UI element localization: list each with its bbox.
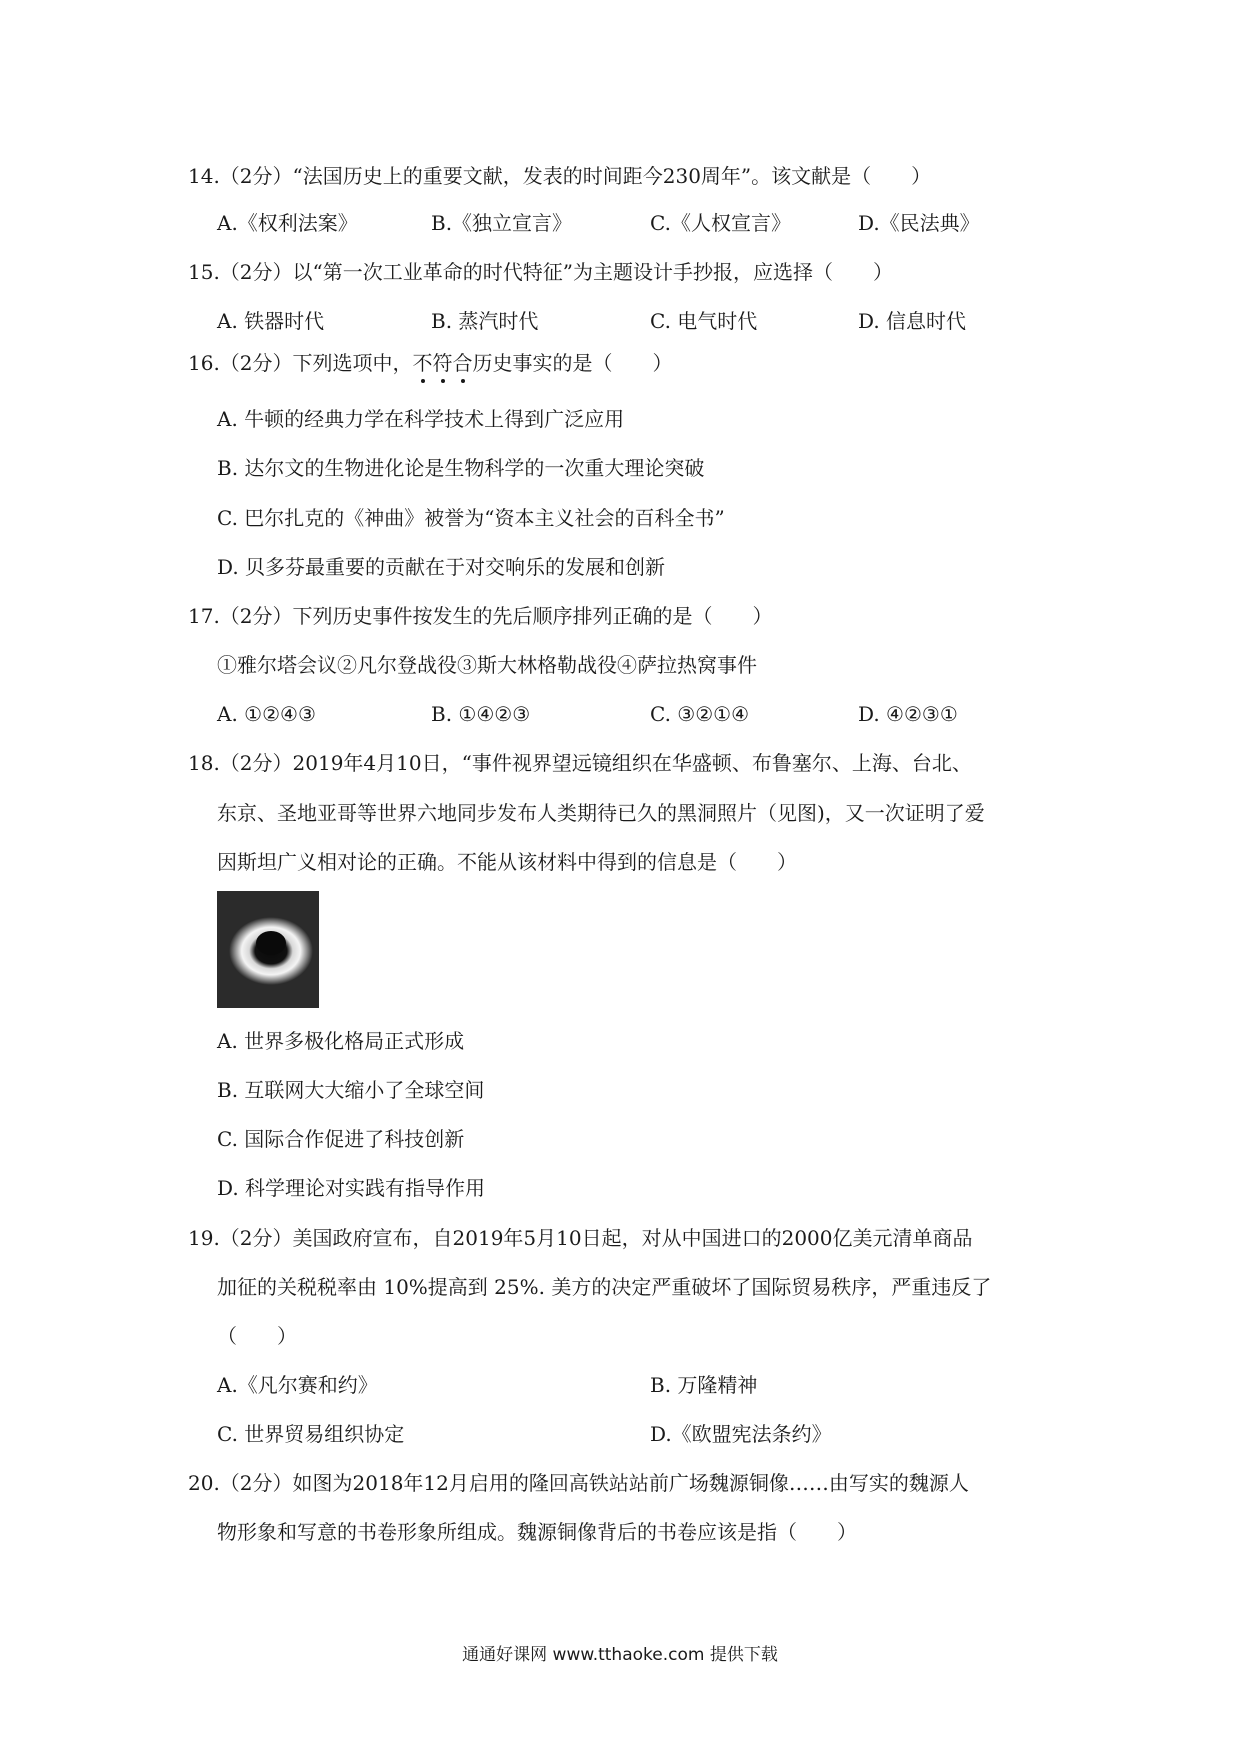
q16-option-a: A. 牛顿的经典力学在科学技术上得到广泛应用 [217,407,625,431]
q14-option-b: B.《独立宣言》 [431,211,573,235]
black-hole-image [217,891,319,1008]
q18-option-b: B. 互联网大大缩小了全球空间 [217,1078,485,1102]
q19-option-a: A.《凡尔赛和约》 [217,1373,378,1397]
question-18-stem-line-1: 18.（2分）2019年4月10日，“事件视界望远镜组织在华盛顿、布鲁塞尔、上海、台北、 [188,751,972,775]
q17-option-a: A. ①②④③ [217,702,316,726]
q16-option-d: D. 贝多芬最重要的贡献在于对交响乐的发展和创新 [217,555,666,579]
question-19-stem-line-2: 加征的关税税率由 10%提高到 25%. 美方的决定严重破坏了国际贸易秩序，严重违反了 [217,1275,992,1299]
question-18-stem-line-2: 东京、圣地亚哥等世界六地同步发布人类期待已久的黑洞照片（见图)，又一次证明了爱 [217,801,985,825]
q19-option-b: B. 万隆精神 [650,1373,758,1397]
q18-option-d: D. 科学理论对实践有指导作用 [217,1176,486,1200]
q16-stem-prefix: 16.（2分）下列选项中， [188,351,413,375]
question-19-stem-line-1: 19.（2分）美国政府宣布，自2019年5月10日起，对从中国进口的2000亿美元清单商品 [188,1226,973,1250]
page-footer: 通通好课网 www.tthaoke.com 提供下载 [462,1645,778,1665]
question-18-stem-line-3: 因斯坦广义相对论的正确。不能从该材料中得到的信息是（ ） [217,850,797,874]
question-19-stem-line-3: （ ） [217,1324,297,1348]
emphasis-char: 不 [412,351,433,375]
question-14-stem: 14.（2分）“法国历史上的重要文献，发表的时间距今230周年”。该文献是（ ） [188,164,932,188]
q14-option-d: D.《民法典》 [858,211,980,235]
question-17-events: ①雅尔塔会议②凡尔登战役③斯大林格勒战役④萨拉热窝事件 [217,653,757,677]
q19-option-c: C. 世界贸易组织协定 [217,1422,405,1446]
q15-option-c: C. 电气时代 [650,309,758,333]
question-15-stem: 15.（2分）以“第一次工业革命的时代特征”为主题设计手抄报，应选择（ ） [188,260,893,284]
question-20-stem-line-2: 物形象和写意的书卷形象所组成。魏源铜像背后的书卷应该是指（ ） [217,1520,857,1544]
question-17-stem: 17.（2分）下列历史事件按发生的先后顺序排列正确的是（ ） [188,604,773,628]
q18-option-a: A. 世界多极化格局正式形成 [217,1029,465,1053]
q17-option-d: D. ④②③① [858,702,958,726]
q18-option-c: C. 国际合作促进了科技创新 [217,1127,465,1151]
q17-option-b: B. ①④②③ [431,702,531,726]
q16-stem-suffix: 历史事实的是（ ） [472,351,673,375]
q14-option-a: A.《权利法案》 [217,211,358,235]
emphasis-char: 符 [432,351,453,375]
q16-option-c: C. 巴尔扎克的《神曲》被誉为“资本主义社会的百科全书” [217,506,725,530]
q19-option-d: D.《欧盟宪法条约》 [650,1422,832,1446]
q15-option-d: D. 信息时代 [858,309,967,333]
q15-option-a: A. 铁器时代 [217,309,325,333]
q17-option-c: C. ③②①④ [650,702,750,726]
q16-option-b: B. 达尔文的生物进化论是生物科学的一次重大理论突破 [217,456,705,480]
q14-option-c: C.《人权宣言》 [650,211,791,235]
emphasis-char: 合 [452,351,473,375]
question-20-stem-line-1: 20.（2分）如图为2018年12月启用的隆回高铁站站前广场魏源铜像……由写实的魏源人 [188,1471,969,1495]
question-16-stem [188,349,673,377]
q16-emphasis [413,351,473,375]
black-hole-photo [217,891,319,1008]
q15-option-b: B. 蒸汽时代 [431,309,539,333]
